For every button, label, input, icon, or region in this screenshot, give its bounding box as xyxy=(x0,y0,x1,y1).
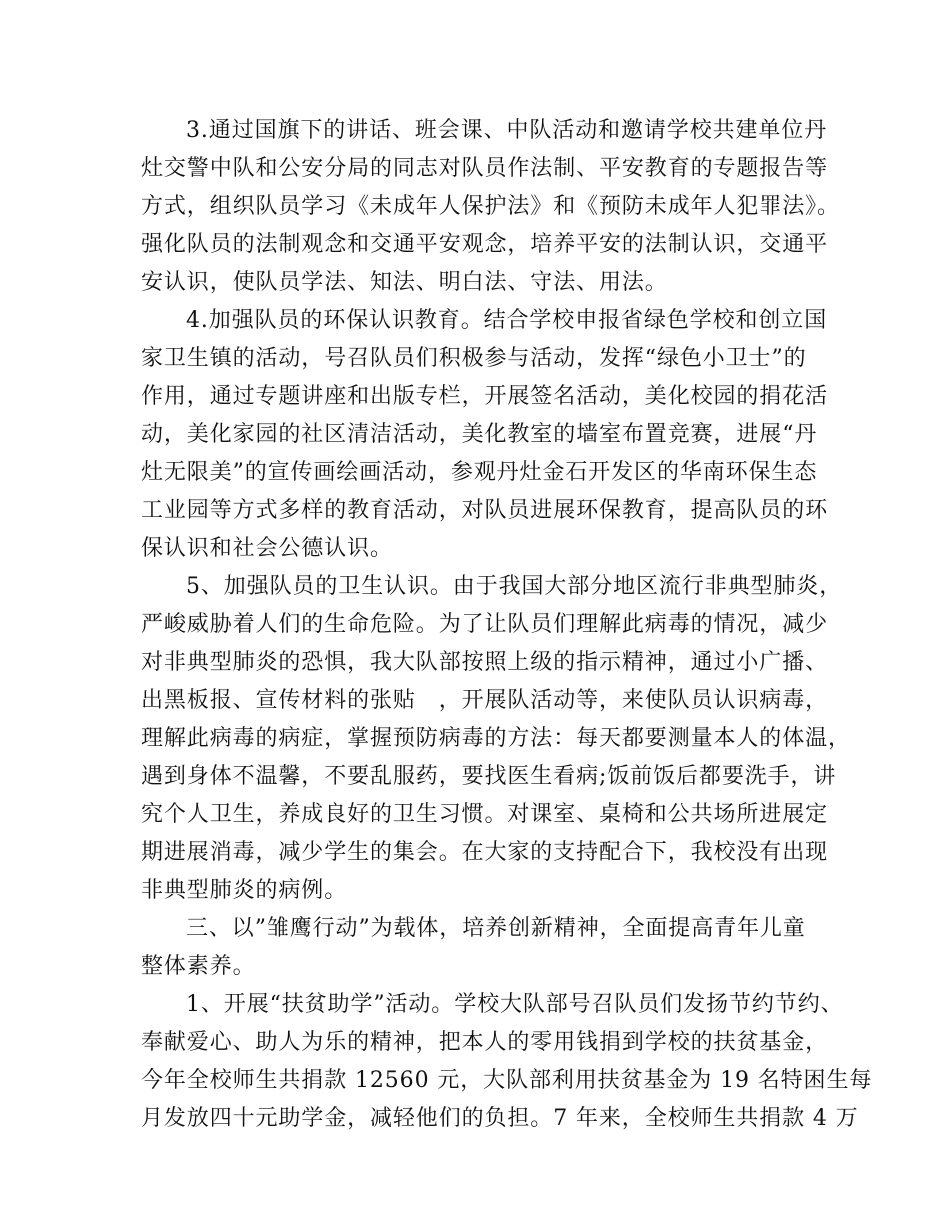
section-heading: 三、以”雏鹰行动”为载体，培养创新精神，全面提高青年儿童 xyxy=(186,916,806,941)
text-line: 4.加强队员的环保认识教育。结合学校申报省绿色学校和创立国 xyxy=(186,308,828,333)
text-line: 安认识，使队员学法、知法、明白法、守法、用法。 xyxy=(141,270,668,295)
text-line: 究个人卫生，养成良好的卫生习惯。对课室、桌椅和公共场所进展定 xyxy=(141,802,829,827)
text-line: 家卫生镇的活动，号召队员们积极参与活动，发挥“绿色小卫士”的 xyxy=(141,346,807,371)
text-line: 强化队员的法制观念和交通平安观念，培养平安的法制认识，交通平 xyxy=(141,232,829,257)
text-line: 理解此病毒的病症，掌握预防病毒的方法：每天都要测量本人的体温， xyxy=(141,726,851,751)
text-line: 作用，通过专题讲座和出版专栏，开展签名活动，美化校园的捐花活 xyxy=(141,384,829,409)
text-line: 3.通过国旗下的讲话、班会课、中队活动和邀请学校共建单位丹 xyxy=(186,118,828,143)
text-line: 5、加强队员的卫生认识。由于我国大部分地区流行非典型肺炎， xyxy=(186,574,843,599)
text-line: 对非典型肺炎的恐惧，我大队部按照上级的指示精神，通过小广播、 xyxy=(141,650,829,675)
section-heading: 整体素养。 xyxy=(141,954,256,979)
text-line: 今年全校师生共捐款 12560 元，大队部利用扶贫基金为 19 名特困生每 xyxy=(141,1068,873,1093)
text-line: 非典型肺炎的病例。 xyxy=(141,878,348,903)
text-line: 期进展消毒，减少学生的集会。在大家的支持配合下，我校没有出现 xyxy=(141,840,829,865)
text-line: 严峻威胁着人们的生命危险。为了让队员们理解此病毒的情况，减少 xyxy=(141,612,829,637)
text-line: 方式，组织队员学习《未成年人保护法》和《预防未成年人犯罪法》。 xyxy=(141,194,840,219)
text-line: 动，美化家园的社区清洁活动，美化教室的墙室布置竞赛，进展“丹 xyxy=(141,422,818,447)
text-line: 工业园等方式多样的教育活动，对队员进展环保教育，提高队员的环 xyxy=(141,498,829,523)
text-line: 1、开展“扶贫助学”活动。学校大队部号召队员们发扬节约节约、 xyxy=(186,992,844,1017)
text-line: 灶交警中队和公安分局的同志对队员作法制、平安教育的专题报告等 xyxy=(141,156,829,181)
text-line: 遇到身体不温馨，不要乱服药，要找医生看病;饭前饭后都要洗手，讲 xyxy=(141,764,837,789)
text-line: 保认识和社会公德认识。 xyxy=(141,536,393,561)
text-line: 月发放四十元助学金，减轻他们的负担。7 年来，全校师生共捐款 4 万 xyxy=(141,1106,859,1131)
text-line: 出黑板报、宣传材料的张贴 ，开展队活动等，来使队员认识病毒， xyxy=(141,688,829,713)
text-line: 奉献爱心、助人为乐的精神，把本人的零用钱捐到学校的扶贫基金， xyxy=(141,1030,829,1055)
text-line: 灶无限美”的宣传画绘画活动，参观丹灶金石开发区的华南环保生态 xyxy=(141,460,818,485)
